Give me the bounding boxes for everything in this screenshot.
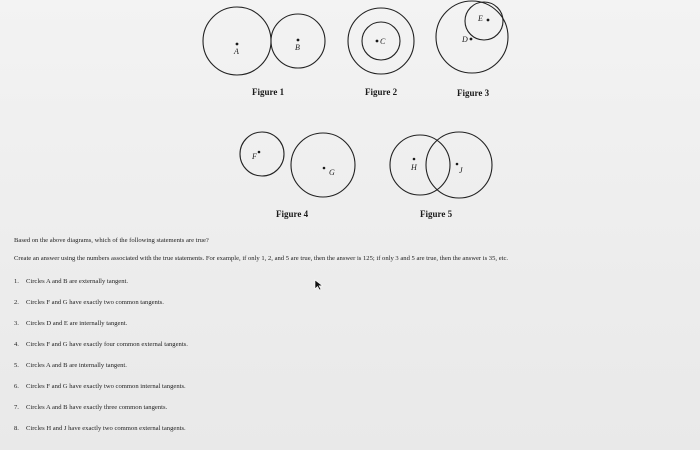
question-text: Based on the above diagrams, which of the following statements are true?	[14, 237, 209, 244]
statement-text: Circles F and G have exactly four common external tangents.	[26, 341, 188, 348]
center-c	[376, 40, 379, 43]
statement-number: 7.	[14, 404, 19, 411]
figure-1	[203, 7, 325, 97]
label-e: E	[478, 14, 483, 23]
circle-h	[390, 135, 450, 195]
circle-a	[203, 7, 271, 75]
label-a: A	[234, 47, 239, 56]
statement-number: 3.	[14, 320, 19, 327]
statement-5	[14, 363, 127, 370]
statement-number: 8.	[14, 425, 19, 432]
figure-3	[436, 1, 508, 98]
label-c: C	[380, 37, 386, 46]
statement-number: 2.	[14, 299, 19, 306]
center-h	[413, 158, 416, 161]
center-j	[456, 163, 459, 166]
label-f: F	[252, 152, 257, 161]
center-e	[487, 19, 490, 22]
figure-2-caption: Figure 2	[365, 87, 398, 97]
center-d	[470, 38, 473, 41]
figure-2	[348, 8, 414, 97]
figure-1-caption: Figure 1	[252, 87, 285, 97]
center-b	[297, 39, 300, 42]
circle-e	[465, 2, 503, 40]
circle-g	[291, 133, 355, 197]
statement-text: Circles F and G have exactly two common tangents.	[26, 299, 164, 306]
circle-f	[240, 132, 284, 176]
center-f	[258, 151, 261, 154]
statement-number: 4.	[14, 341, 19, 348]
label-g: G	[329, 168, 335, 177]
statement-number: 5.	[14, 362, 19, 369]
statement-number: 1.	[14, 278, 19, 285]
figure-4-caption: Figure 4	[276, 209, 309, 219]
statement-text: Circles A and B are externally tangent.	[26, 278, 128, 285]
statement-1	[14, 279, 128, 286]
label-j: J	[459, 166, 463, 175]
instructions-text: Create an answer using the numbers associated with the true statements. For example, if only 1, 2, and 5 are true, then the answer is 125; if only 3 and 5 are true, then the answer is 35, etc.	[14, 255, 509, 262]
statement-8	[14, 426, 186, 433]
statement-4	[14, 342, 188, 349]
statement-2	[14, 300, 164, 307]
figure-5-caption: Figure 5	[420, 209, 453, 219]
figure-4	[240, 132, 355, 219]
label-d: D	[462, 35, 468, 44]
center-a	[236, 43, 239, 46]
center-g	[323, 167, 326, 170]
circle-d	[436, 1, 508, 73]
figure-3-caption: Figure 3	[457, 88, 490, 98]
label-b: B	[295, 43, 300, 52]
statement-number: 6.	[14, 383, 19, 390]
statement-text: Circles H and J have exactly two common external tangents.	[26, 425, 186, 432]
statement-7	[14, 405, 167, 412]
statement-text: Circles A and B are internally tangent.	[26, 362, 127, 369]
mouse-cursor-icon	[314, 279, 324, 291]
figure-5	[390, 132, 492, 219]
statement-text: Circles D and E are internally tangent.	[26, 320, 128, 327]
statement-text: Circles F and G have exactly two common internal tangents.	[26, 383, 186, 390]
label-h: H	[411, 163, 417, 172]
statement-3	[14, 321, 127, 328]
circle-j	[426, 132, 492, 198]
statement-6	[14, 384, 186, 391]
statement-text: Circles A and B have exactly three common tangents.	[26, 404, 168, 411]
